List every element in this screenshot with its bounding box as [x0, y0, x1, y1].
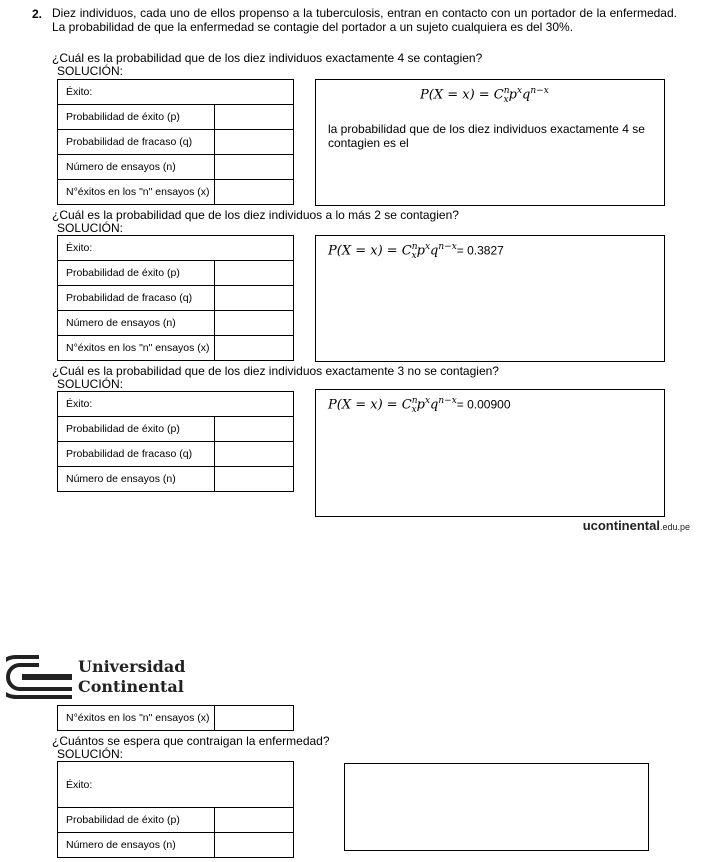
- data-table-3-continued: [57, 705, 294, 731]
- x-value-cell[interactable]: [215, 706, 294, 731]
- table-row: [58, 392, 294, 417]
- x-value-cell[interactable]: [215, 180, 294, 205]
- data-table-3: [57, 391, 294, 492]
- p-label: Probabilidad de éxito (p): [58, 417, 215, 442]
- binomial-formula: $P(X = x) = C^n_xp^xq^{n-x}= 0.00900$: [328, 396, 511, 415]
- q-value-cell[interactable]: [215, 130, 294, 155]
- n-label: Número de ensayos (n): [58, 155, 215, 180]
- watermark-main: ucontinental: [582, 518, 660, 533]
- n-label: Número de ensayos (n): [58, 467, 215, 492]
- table-row: [58, 130, 294, 155]
- data-table-4: [57, 761, 294, 858]
- p-label: Probabilidad de éxito (p): [58, 261, 215, 286]
- table-row: [58, 261, 294, 286]
- n-value-cell[interactable]: [215, 467, 294, 492]
- p-label: Probabilidad de éxito (p): [58, 808, 215, 833]
- p-value-cell[interactable]: [215, 105, 294, 130]
- universidad-continental-logo-icon: [6, 654, 72, 700]
- table-row: [58, 706, 294, 731]
- table-row: [58, 336, 294, 361]
- problem-statement: Diez individuos, cada uno de ellos propenso a la tuberculosis, entran en contacto con un portador de la enfermedad. La probabilidad de que la enfermedad se contagie del portador a un sujeto cualquiera es del 30%.: [52, 6, 677, 34]
- p-value-cell[interactable]: [215, 808, 294, 833]
- answer-text-1: la probabilidad que de los diez individuos exactamente 4 se contagien es el: [328, 122, 645, 150]
- answer-box-1[interactable]: [315, 79, 665, 206]
- table-row: [58, 442, 294, 467]
- question-1: ¿Cuál es la probabilidad que de los diez individuos exactamente 4 se contagien?: [52, 51, 483, 65]
- q-value-cell[interactable]: [215, 286, 294, 311]
- n-label: Número de ensayos (n): [58, 833, 215, 858]
- problem-number: 2.: [32, 7, 43, 21]
- table-row: [58, 833, 294, 858]
- table-row: [58, 155, 294, 180]
- watermark-suffix: .edu.pe: [659, 522, 690, 532]
- solucion-label-2: SOLUCIÓN:: [57, 221, 124, 235]
- exito-label: Éxito:: [58, 236, 294, 261]
- exito-label: Éxito:: [58, 80, 294, 105]
- logo-line-1: Universidad: [78, 657, 186, 676]
- q-label: Probabilidad de fracaso (q): [58, 130, 215, 155]
- x-label: N°éxitos en los "n" ensayos (x): [58, 706, 215, 731]
- table-row: [58, 762, 294, 808]
- data-table-2: [57, 235, 294, 361]
- question-2: ¿Cuál es la probabilidad que de los diez individuos a lo más 2 se contagien?: [52, 208, 459, 222]
- answer-box-4[interactable]: [344, 763, 649, 851]
- logo-line-2: Continental: [78, 677, 184, 696]
- data-table-1: [57, 79, 294, 205]
- table-row: [58, 236, 294, 261]
- n-label: Número de ensayos (n): [58, 311, 215, 336]
- p-label: Probabilidad de éxito (p): [58, 105, 215, 130]
- question-3: ¿Cuál es la probabilidad que de los diez individuos exactamente 3 no se contagien?: [52, 364, 499, 378]
- table-row: [58, 80, 294, 105]
- table-row: [58, 417, 294, 442]
- table-row: [58, 311, 294, 336]
- table-row: [58, 105, 294, 130]
- result-value-3: = 0.00900: [456, 397, 511, 412]
- table-row: [58, 286, 294, 311]
- university-logo-text: [78, 657, 185, 697]
- binomial-formula: $P(X = x) = C^n_xp^xq^{n-x}= 0.3827$: [328, 242, 504, 261]
- exito-label: Éxito:: [58, 762, 294, 808]
- answer-box-3[interactable]: [315, 389, 665, 517]
- solucion-label-3: SOLUCIÓN:: [57, 377, 124, 391]
- exito-label: Éxito:: [58, 392, 294, 417]
- x-value-cell[interactable]: [215, 336, 294, 361]
- table-row: [58, 467, 294, 492]
- table-row: [58, 180, 294, 205]
- n-value-cell[interactable]: [215, 833, 294, 858]
- p-value-cell[interactable]: [215, 261, 294, 286]
- x-label: N°éxitos en los "n" ensayos (x): [58, 336, 215, 361]
- answer-box-2[interactable]: [315, 235, 665, 362]
- solucion-label-4: SOLUCIÓN:: [57, 747, 124, 761]
- q-label: Probabilidad de fracaso (q): [58, 442, 215, 467]
- binomial-formula: $P(X = x) = C^n_xp^xq^{n-x}$: [420, 86, 549, 105]
- table-row: [58, 808, 294, 833]
- n-value-cell[interactable]: [215, 311, 294, 336]
- ucontinental-watermark: [583, 518, 690, 533]
- n-value-cell[interactable]: [215, 155, 294, 180]
- q-value-cell[interactable]: [215, 442, 294, 467]
- x-label: N°éxitos en los "n" ensayos (x): [58, 180, 215, 205]
- question-4: ¿Cuántos se espera que contraigan la enfermedad?: [52, 734, 330, 748]
- solucion-label-1: SOLUCIÓN:: [57, 64, 124, 78]
- q-label: Probabilidad de fracaso (q): [58, 286, 215, 311]
- p-value-cell[interactable]: [215, 417, 294, 442]
- result-value-2: = 0.3827: [456, 243, 504, 258]
